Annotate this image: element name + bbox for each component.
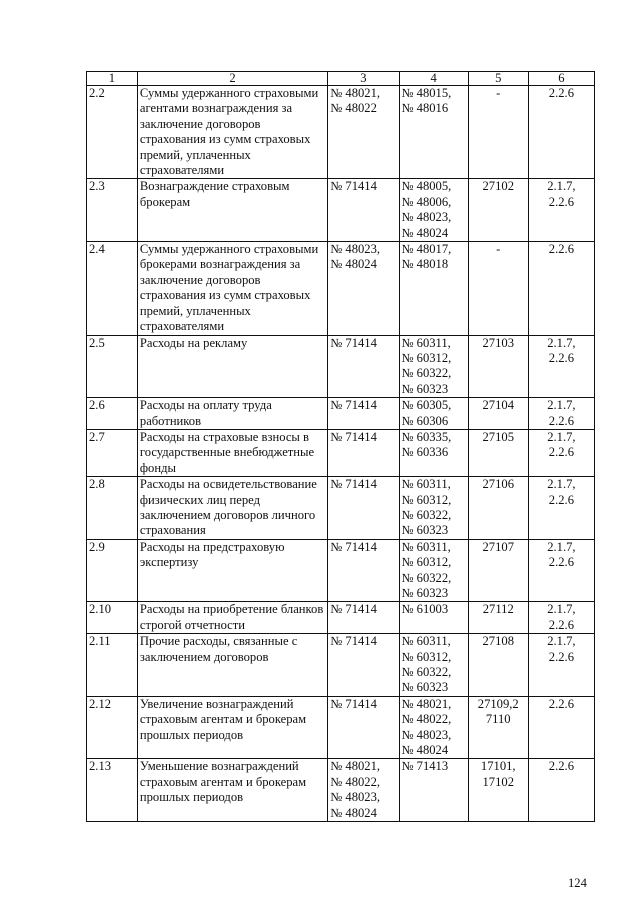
- row-col6-line: 2.1.7,: [547, 429, 576, 444]
- row-col3: [328, 539, 399, 602]
- table-header-row: [87, 72, 595, 86]
- row-description: Суммы удержанного страховыми агентами вознаграждения за заключение договоров страхования из сумм страховых премий, уплаченных страхователями: [137, 86, 327, 179]
- row-col4-line: № 60311,: [401, 634, 451, 649]
- row-col4-line: № 48005,: [401, 179, 452, 194]
- table-row: [87, 696, 595, 759]
- row-col4-line: № 60311,: [401, 477, 451, 492]
- accounts-table: [86, 71, 595, 822]
- row-col5-line: 27106: [482, 477, 514, 492]
- row-col6: [528, 634, 594, 697]
- table-row: [87, 398, 595, 430]
- row-col5-line: 27104: [482, 398, 514, 413]
- row-col4: [399, 602, 468, 634]
- table-body: [87, 86, 595, 822]
- row-description: Прочие расходы, связанные с заключением договоров: [137, 634, 327, 697]
- row-col3-line: № 48021,: [330, 759, 381, 774]
- table-row: [87, 634, 595, 697]
- row-col4-line: № 48006,: [401, 194, 452, 209]
- row-description: Расходы на освидетельствование физических лиц перед заключением договоров личного страхования: [137, 477, 327, 540]
- row-col4-line: № 60322,: [401, 570, 452, 585]
- table-row: [87, 242, 595, 335]
- table-row: [87, 759, 595, 822]
- row-col3: [328, 398, 399, 430]
- row-col3: [328, 696, 399, 759]
- row-col4-line: № 60312,: [401, 555, 452, 570]
- row-col5-line: 27108: [482, 634, 514, 649]
- row-col6-line: 2.2.6: [548, 617, 574, 632]
- row-description: Расходы на приобретение бланков строгой отчетности: [137, 602, 327, 634]
- row-col6-line: 2.2.6: [548, 759, 574, 774]
- row-col6-line: 2.2.6: [548, 194, 574, 209]
- row-col3-line: № 48024: [330, 805, 377, 820]
- row-col4: [399, 335, 468, 398]
- row-col6: [528, 86, 594, 179]
- row-col4-line: № 48024: [401, 225, 449, 240]
- row-col6-line: 2.1.7,: [547, 477, 576, 492]
- row-col3-line: № 71414: [330, 602, 377, 617]
- row-col4-line: № 60322,: [401, 665, 452, 680]
- row-number: 2.4: [87, 242, 138, 335]
- row-description: Расходы на оплату труда работников: [137, 398, 327, 430]
- row-col6: [528, 398, 594, 430]
- row-col3: [328, 179, 399, 242]
- row-col4-line: № 48023,: [401, 210, 452, 225]
- row-number: 2.6: [87, 398, 138, 430]
- row-col3-line: № 71414: [330, 398, 377, 413]
- row-col3: [328, 634, 399, 697]
- header-col-3: 3: [328, 72, 399, 86]
- row-col6-line: 2.2.6: [548, 86, 574, 100]
- row-col6-line: 2.2.6: [548, 413, 574, 428]
- row-col4-line: № 60336: [401, 445, 449, 460]
- row-col4: [399, 398, 468, 430]
- row-col5-line: 27112: [482, 602, 514, 617]
- row-col4-line: № 60323: [401, 381, 449, 396]
- row-col4-line: № 60312,: [401, 649, 452, 664]
- row-description: Расходы на страховые взносы в государственные внебюджетные фонды: [137, 429, 327, 476]
- row-col6: [528, 335, 594, 398]
- row-col4: [399, 634, 468, 697]
- row-col4-line: № 60335,: [401, 429, 452, 444]
- row-col6-line: 2.2.6: [548, 492, 574, 507]
- row-col4: [399, 539, 468, 602]
- row-col3-line: № 48023,: [330, 790, 381, 805]
- row-col4: [399, 242, 468, 335]
- row-col6: [528, 602, 594, 634]
- row-col4-line: № 60306: [401, 413, 449, 428]
- row-col3-line: № 48023,: [330, 242, 381, 257]
- row-col4-line: № 60305,: [401, 398, 452, 413]
- row-col5-line: 7110: [485, 712, 511, 727]
- row-description: Суммы удержанного страховыми брокерами вознаграждения за заключение договоров страхования из сумм страховых премий, уплаченных страхователями: [137, 242, 327, 335]
- row-number: 2.12: [87, 696, 138, 759]
- row-col6: [528, 696, 594, 759]
- row-number: 2.9: [87, 539, 138, 602]
- row-col3: [328, 759, 399, 822]
- row-col5-line: -: [496, 86, 501, 100]
- row-col6-line: 2.1.7,: [547, 335, 576, 350]
- row-col4: [399, 477, 468, 540]
- row-col5-line: 27105: [482, 429, 514, 444]
- table-row: [87, 179, 595, 242]
- row-col6-line: 2.2.6: [548, 350, 574, 365]
- row-number: 2.11: [87, 634, 138, 697]
- row-col5: [468, 179, 528, 242]
- row-col4-line: № 61003: [401, 602, 449, 617]
- row-col6: [528, 429, 594, 476]
- row-col4-line: № 48023,: [401, 727, 452, 742]
- row-col4-line: № 60312,: [401, 350, 452, 365]
- table-row: [87, 539, 595, 602]
- row-col5: [468, 429, 528, 476]
- row-col6-line: 2.2.6: [548, 445, 574, 460]
- row-col4-line: № 48017,: [401, 242, 452, 257]
- row-col3-line: № 71414: [330, 429, 377, 444]
- row-col5-line: 17102: [482, 774, 514, 789]
- row-col5-line: 27102: [482, 179, 514, 194]
- page-number: 124: [568, 876, 587, 890]
- row-col5: [468, 696, 528, 759]
- row-col5: [468, 477, 528, 540]
- row-col3: [328, 335, 399, 398]
- row-col6: [528, 179, 594, 242]
- row-col3-line: № 71414: [330, 696, 377, 711]
- header-col-1: 1: [87, 72, 138, 86]
- row-col6-line: 2.2.6: [548, 555, 574, 570]
- row-number: 2.3: [87, 179, 138, 242]
- table-row: [87, 429, 595, 476]
- header-col-4: 4: [399, 72, 468, 86]
- row-col4-line: № 60311,: [401, 539, 451, 554]
- row-number: 2.10: [87, 602, 138, 634]
- row-description: Расходы на рекламу: [137, 335, 327, 398]
- row-col5-line: 27107: [482, 539, 514, 554]
- row-col6-line: 2.1.7,: [547, 602, 576, 617]
- row-col5: [468, 602, 528, 634]
- row-col4: [399, 696, 468, 759]
- row-col6-line: 2.1.7,: [547, 398, 576, 413]
- row-col5: [468, 242, 528, 335]
- row-col3-line: № 71414: [330, 477, 377, 492]
- row-col5: [468, 634, 528, 697]
- row-col3-line: № 48024: [330, 257, 377, 272]
- row-col6-line: 2.2.6: [548, 649, 574, 664]
- row-col4-line: № 60311,: [401, 335, 451, 350]
- row-col4: [399, 86, 468, 179]
- row-col6: [528, 477, 594, 540]
- row-col6-line: 2.1.7,: [547, 634, 576, 649]
- row-col5-line: -: [496, 242, 501, 257]
- row-col4-line: № 48022,: [401, 712, 452, 727]
- row-col4: [399, 179, 468, 242]
- row-col4: [399, 759, 468, 822]
- row-col4-line: № 60322,: [401, 366, 452, 381]
- row-col3-line: № 71414: [330, 634, 377, 649]
- table-row: [87, 477, 595, 540]
- row-col4-line: № 60323: [401, 523, 449, 538]
- row-col5: [468, 335, 528, 398]
- row-col3: [328, 86, 399, 179]
- table-row: [87, 86, 595, 179]
- row-col3-line: № 71414: [330, 539, 377, 554]
- row-col6: [528, 242, 594, 335]
- row-col6: [528, 759, 594, 822]
- row-description: Увеличение вознаграждений страховым агентам и брокерам прошлых периодов: [137, 696, 327, 759]
- row-col5: [468, 398, 528, 430]
- row-col4-line: № 60323: [401, 680, 449, 695]
- row-col6: [528, 539, 594, 602]
- row-col3: [328, 602, 399, 634]
- row-col3-line: № 71414: [330, 335, 377, 350]
- row-col6-line: 2.2.6: [548, 696, 574, 711]
- row-col4-line: № 48016: [401, 101, 449, 116]
- row-col5-line: 27109,2: [477, 696, 519, 711]
- row-description: Расходы на предстраховую экспертизу: [137, 539, 327, 602]
- row-col3: [328, 242, 399, 335]
- row-col5: [468, 86, 528, 179]
- row-col4-line: № 60323: [401, 586, 449, 600]
- row-col3-line: № 48021,: [330, 86, 381, 100]
- header-col-5: 5: [468, 72, 528, 86]
- table-row: [87, 602, 595, 634]
- row-description: Вознаграждение страховым брокерам: [137, 179, 327, 242]
- header-col-2: 2: [137, 72, 327, 86]
- row-col3-line: № 71414: [330, 179, 377, 194]
- row-number: 2.7: [87, 429, 138, 476]
- row-col3: [328, 477, 399, 540]
- row-description: Уменьшение вознаграждений страховым агентам и брокерам прошлых периодов: [137, 759, 327, 822]
- row-col4-line: № 48021,: [401, 696, 452, 711]
- row-number: 2.8: [87, 477, 138, 540]
- row-number: 2.13: [87, 759, 138, 822]
- row-col5-line: 17101,: [480, 759, 516, 774]
- header-col-6: 6: [528, 72, 594, 86]
- row-col5: [468, 759, 528, 822]
- row-col4-line: № 48015,: [401, 86, 452, 100]
- row-col4-line: № 48018: [401, 257, 449, 272]
- row-col4-line: № 48024: [401, 743, 449, 758]
- row-col6-line: 2.1.7,: [547, 539, 576, 554]
- row-col6-line: 2.1.7,: [547, 179, 576, 194]
- row-col3-line: № 48022: [330, 101, 377, 116]
- row-col4-line: № 71413: [401, 759, 449, 774]
- row-number: 2.2: [87, 86, 138, 179]
- row-col4-line: № 60312,: [401, 492, 452, 507]
- row-col5: [468, 539, 528, 602]
- row-col5-line: 27103: [482, 335, 514, 350]
- table-row: [87, 335, 595, 398]
- row-col6-line: 2.2.6: [548, 242, 574, 257]
- row-col3-line: № 48022,: [330, 774, 381, 789]
- row-number: 2.5: [87, 335, 138, 398]
- row-col4-line: № 60322,: [401, 507, 452, 522]
- row-col4: [399, 429, 468, 476]
- row-col3: [328, 429, 399, 476]
